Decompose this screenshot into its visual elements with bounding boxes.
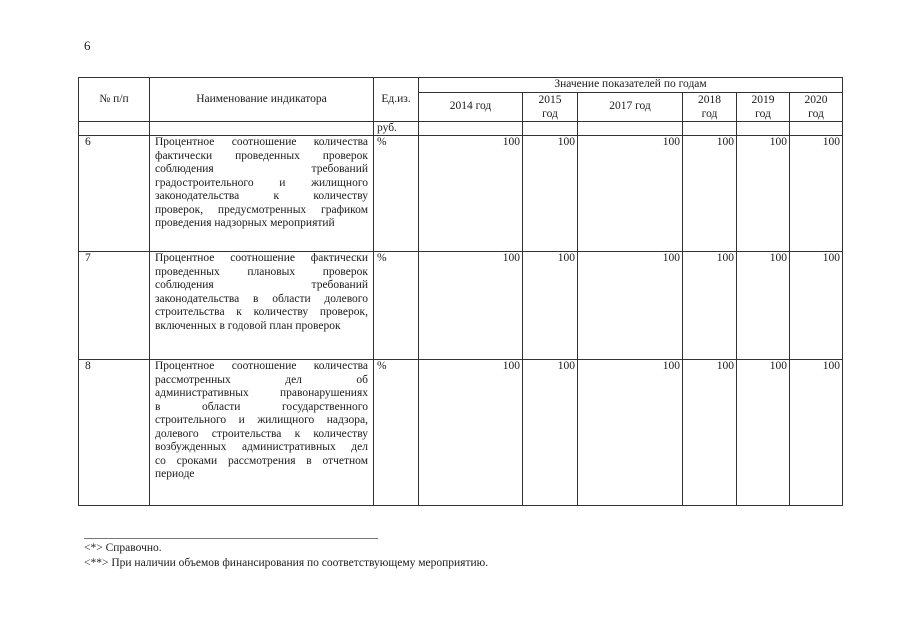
indicator-name-word: в (253, 292, 259, 305)
header-name: Наименование индикатора (150, 78, 374, 122)
indicator-name-word: рассмотрения (227, 454, 296, 467)
row-value: 100 (683, 136, 737, 252)
indicator-name-word: соотношение (231, 136, 297, 148)
row-value: 100 (737, 136, 790, 252)
indicator-name-word: строительства (211, 427, 282, 440)
indicator-name-line (155, 306, 368, 320)
row-value: 100 (523, 360, 578, 506)
header-year-label: 2017 год (609, 99, 651, 112)
indicator-name-word: со (155, 454, 166, 467)
indicator-name-word: и (238, 414, 245, 426)
indicator-name-line (155, 360, 368, 374)
header-year (790, 92, 843, 121)
indicator-name-word: правонарушениях (279, 387, 368, 399)
indicator-name-word: требований (311, 279, 368, 291)
units-cell-empty (790, 121, 843, 136)
units-continuation-row (79, 121, 843, 136)
indicator-name-word: об (356, 373, 368, 386)
indicator-name-word: в (155, 400, 161, 413)
indicator-name-word: количеству (313, 427, 368, 440)
units-cell-empty (523, 121, 578, 136)
row-value: 100 (419, 360, 523, 506)
page-number: 6 (84, 38, 91, 53)
indicator-name-word: Процентное (155, 136, 215, 148)
indicator-name-word: фактически (310, 252, 368, 264)
indicator-name-word: сроками (176, 454, 218, 467)
indicator-name-line (155, 441, 368, 455)
indicator-name-word: предусмотренных (217, 203, 307, 216)
footnote-divider (84, 538, 378, 539)
indicator-name-line (155, 293, 368, 307)
indicator-name-word: градостроительного (155, 176, 254, 189)
indicator-name-word: Процентное (155, 252, 215, 264)
units-cell-empty (737, 121, 790, 136)
indicator-name-word: количеству (313, 190, 368, 202)
header-num: № п/п (79, 78, 150, 122)
header-year-label: 2014 год (449, 99, 492, 112)
table-row (79, 136, 843, 252)
indicator-name (150, 252, 374, 360)
header-year (419, 92, 523, 121)
header-year (683, 92, 737, 121)
row-value: 100 (790, 136, 843, 252)
row-number: 8 (79, 360, 150, 506)
indicator-name-word: к (273, 190, 280, 202)
indicator-name-line (155, 150, 368, 164)
row-value: 100 (578, 136, 683, 252)
indicator-name-word: долевого (324, 292, 368, 305)
table-row (79, 360, 843, 506)
indicator-name-word: фактически (155, 149, 213, 162)
indicator-name-word: проведенных (235, 149, 300, 162)
row-value: 100 (578, 360, 683, 506)
indicator-name-word: жилищного (311, 176, 368, 189)
row-value: 100 (790, 252, 843, 360)
indicator-name-word: дел (285, 373, 302, 386)
units-cell-empty (419, 121, 523, 136)
units-cell-empty (683, 121, 737, 136)
row-value: 100 (790, 360, 843, 506)
indicator-name-word: к (294, 427, 301, 440)
header-year (737, 92, 790, 121)
indicator-name-line: проведения надзорных мероприятий (155, 217, 335, 229)
indicator-name-word: соблюдения (155, 163, 214, 175)
indicators-table (78, 77, 843, 506)
row-value: 100 (578, 252, 683, 360)
indicator-name-word: плановых (247, 265, 296, 278)
row-value: 100 (683, 252, 737, 360)
row-value: 100 (683, 360, 737, 506)
header-values-group: Значение показателей по годам (419, 78, 843, 93)
header-year-label: 2018 год (698, 93, 721, 120)
unit-continuation: руб. (374, 121, 419, 136)
header-year (578, 92, 683, 121)
indicator-name-line: включенных в годовой план проверок (155, 319, 341, 332)
indicator-name-word: соотношение (230, 252, 295, 264)
indicator-name-word: надзора, (326, 414, 368, 426)
indicator-name-word: соотношение (231, 360, 297, 372)
indicator-name-word: количества (313, 360, 368, 372)
indicator-name-line (155, 428, 368, 442)
indicator-name-line (155, 387, 368, 401)
header-year-label: 2019 год (751, 93, 775, 120)
indicator-name-word: области (272, 292, 311, 305)
row-unit: % (374, 360, 419, 506)
row-unit: % (374, 252, 419, 360)
row-value: 100 (419, 136, 523, 252)
indicator-name-line (155, 252, 368, 266)
indicator-name-word: рассмотренных (155, 373, 231, 386)
header-unit: Ед.из. (374, 78, 419, 122)
indicator-name-word: проверок (322, 265, 368, 278)
units-cell-empty (150, 121, 374, 136)
table-row (79, 252, 843, 360)
indicator-name-line (155, 455, 368, 469)
indicator-name-word: в (306, 454, 312, 467)
row-value: 100 (737, 252, 790, 360)
indicator-name-word: к (236, 306, 242, 318)
indicator-name-word: количества (313, 136, 368, 148)
indicator-name-word: дел (351, 441, 368, 453)
indicator-name-word: административных (155, 387, 249, 399)
row-value: 100 (523, 136, 578, 252)
footnote-2: <**> При наличии объемов финансирования по соответствующему мероприятию. (84, 557, 489, 569)
header-row-top (79, 78, 843, 93)
indicator-name-word: Процентное (155, 360, 215, 372)
indicator-name (150, 360, 374, 506)
indicator-name-word: жилищного (257, 414, 315, 426)
row-value: 100 (737, 360, 790, 506)
indicator-name-word: проверок, (155, 203, 204, 216)
row-number: 7 (79, 252, 150, 360)
indicator-name-word: отчетном (322, 454, 368, 467)
indicator-name-line (155, 401, 368, 415)
header-year-label: 2015 год (538, 93, 562, 120)
indicator-name-word: проведенных (155, 265, 220, 278)
units-cell-empty (578, 121, 683, 136)
indicator-name-line (155, 190, 368, 204)
indicator-name-word: проверок (322, 149, 368, 162)
indicator-name-line (155, 279, 368, 293)
indicator-name-word: долевого (155, 427, 199, 440)
indicator-name-word: проверок, (319, 306, 368, 318)
indicator-name-line (155, 374, 368, 388)
indicator-name-word: законодательства (155, 190, 240, 202)
indicator-name-word: графиком (321, 203, 368, 216)
indicator-name-word: строительного (155, 414, 227, 426)
table-body (79, 136, 843, 506)
row-number: 6 (79, 136, 150, 252)
indicator-name-word: строительства (155, 306, 225, 318)
indicator-name-word: возбужденных (155, 441, 227, 453)
indicator-name-line (155, 163, 368, 177)
header-year-label: 2020 год (804, 93, 828, 120)
indicator-name-line (155, 266, 368, 280)
row-value: 100 (523, 252, 578, 360)
indicator-name-line (155, 204, 368, 218)
indicator-name-word: количеству (253, 306, 309, 318)
row-value: 100 (419, 252, 523, 360)
indicator-name-word: государственного (281, 400, 368, 413)
indicator-name-line (155, 136, 368, 150)
footnote-1: <*> Справочно. (84, 542, 162, 554)
indicator-name-word: требований (311, 163, 368, 175)
header-year (523, 92, 578, 121)
indicator-name (150, 136, 374, 252)
indicator-name-word: и (279, 176, 286, 189)
units-cell-empty (79, 121, 150, 136)
indicator-name-word: законодательства (155, 292, 240, 305)
indicator-name-word: соблюдения (155, 279, 214, 291)
row-unit: % (374, 136, 419, 252)
indicator-name-line (155, 414, 368, 428)
indicator-name-line: периоде (155, 468, 195, 480)
indicator-name-word: области (201, 400, 241, 413)
indicator-name-line (155, 177, 368, 191)
indicator-name-word: административных (241, 441, 336, 453)
